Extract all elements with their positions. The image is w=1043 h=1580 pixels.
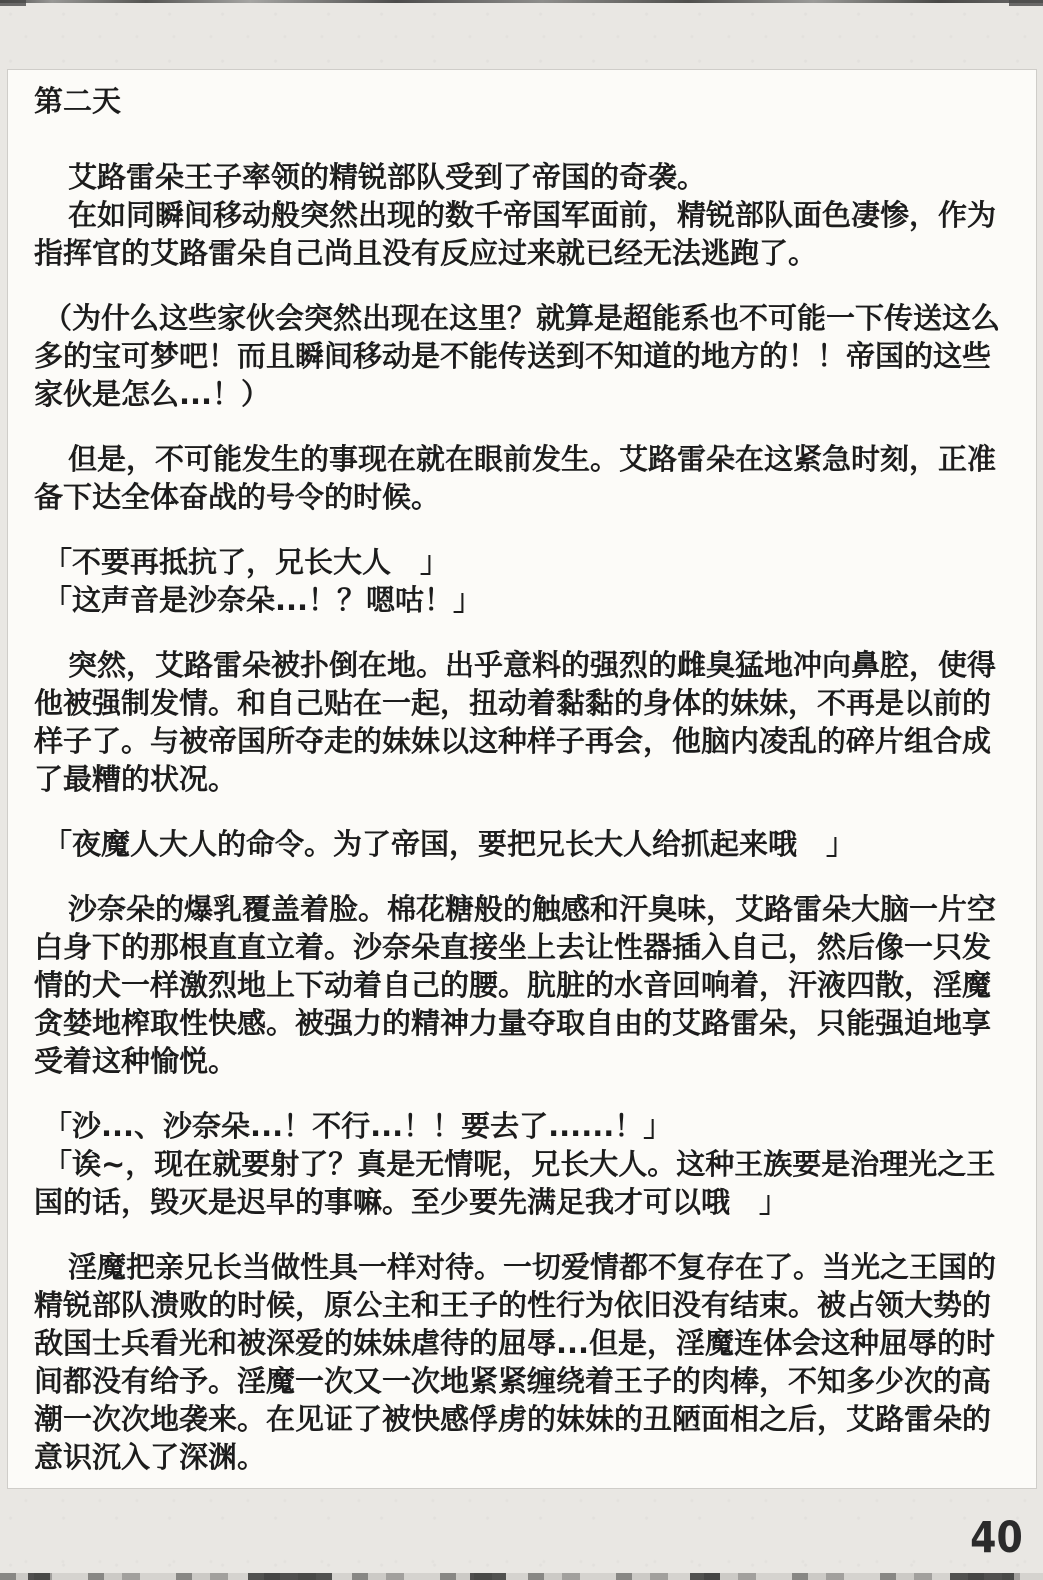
inner-monologue-paragraph: （为什么这些家伙会突然出现在这里？就算是超能系也不可能一下传送这么多的宝可梦吧！而且瞬间移动是不能传送到不知道的地方的！！帝国的这些家伙是怎么...！） (34, 301, 1001, 411)
text-block (34, 825, 1012, 863)
paragraph: 沙奈朵的爆乳覆盖着脸。棉花糖般的触感和汗臭味，艾路雷朵大脑一片空白身下的那根直直立着。沙奈朵直接坐上去让性器插入自己，然后像一只发情的犬一样激烈地上下动着自己的腰。肮脏的水音回响着，汗液四散，淫魔贪婪地榨取性快感。被强力的精神力量夺取自由的艾路雷朵，只能强迫地享受着这种愉悦。 (34, 892, 997, 1078)
dialogue-line: 「这声音是沙奈朵...！？嗯咕！」 (43, 583, 483, 617)
dialogue-line: 「沙...、沙奈朵...！不行...！！要去了......！」 (43, 1109, 673, 1143)
paragraph: 但是，不可能发生的事现在就在眼前发生。艾路雷朵在这紧急时刻，正准备下达全体奋战的号令的时候。 (34, 442, 997, 514)
paragraph: 艾路雷朵王子率领的精锐部队受到了帝国的奇袭。 (68, 160, 707, 194)
scan-edge-blob (950, 1573, 1014, 1580)
text-block (34, 158, 1012, 272)
dialogue-line: 「不要再抵抗了，兄长大人 」 (43, 545, 450, 579)
paragraph: 突然，艾路雷朵被扑倒在地。出乎意料的强烈的雌臭猛地冲向鼻腔，使得他被强制发情。和自己贴在一起，扭动着黏黏的身体的妹妹，不再是以前的样子了。与被帝国所夺走的妹妹以这种样子再会，他脑内凌乱的碎片组合成了最糟的状况。 (34, 648, 997, 796)
page-paper (8, 70, 1036, 1488)
scan-edge-top (0, 0, 1043, 3)
page-number: 40 (970, 1513, 1023, 1563)
dialogue-line: 「夜魔人大人的命令。为了帝国，要把兄长大人给抓起来哦 」 (43, 827, 856, 861)
chapter-heading: 第二天 (34, 84, 122, 118)
scan-edge-blob (248, 1573, 332, 1580)
text-block (34, 1107, 1012, 1221)
text-block (34, 1248, 1012, 1476)
scan-corner-mark-left (0, 0, 26, 6)
text-block (34, 543, 1012, 619)
text-block (34, 646, 1012, 798)
scan-corner-mark-right (1009, 0, 1043, 6)
scan-edge-blob (28, 1573, 50, 1580)
paragraph: 淫魔把亲兄长当做性具一样对待。一切爱情都不复存在了。当光之王国的精锐部队溃败的时候，原公主和王子的性行为依旧没有结束。被占领大势的敌国士兵看光和被深爱的妹妹虐待的屈辱...但是，淫魔连体会这种屈辱的时间都没有给予。淫魔一次又一次地紧紧缠绕着王子的肉棒，不知多少次的高潮一次次地袭来。在见证了被快感俘虏的妹妹的丑陋面相之后，艾路雷朵的意识沉入了深渊。 (34, 1250, 997, 1474)
scan-edge-blob (470, 1573, 506, 1580)
scan-edge-blob (690, 1573, 720, 1580)
text-block (34, 299, 1012, 413)
scan-edge-bottom (0, 1573, 1043, 1580)
text-block (34, 440, 1012, 516)
dialogue-line: 「诶~，现在就要射了？真是无情呢，兄长大人。这种王族要是治理光之王国的话，毁灭是迟早的事嘛。至少要先满足我才可以哦 」 (34, 1147, 996, 1219)
paragraph: 在如同瞬间移动般突然出现的数千帝国军面前，精锐部队面色凄惨，作为指挥官的艾路雷朵自己尚且没有反应过来就已经无法逃跑了。 (34, 198, 997, 270)
text-block (34, 890, 1012, 1080)
